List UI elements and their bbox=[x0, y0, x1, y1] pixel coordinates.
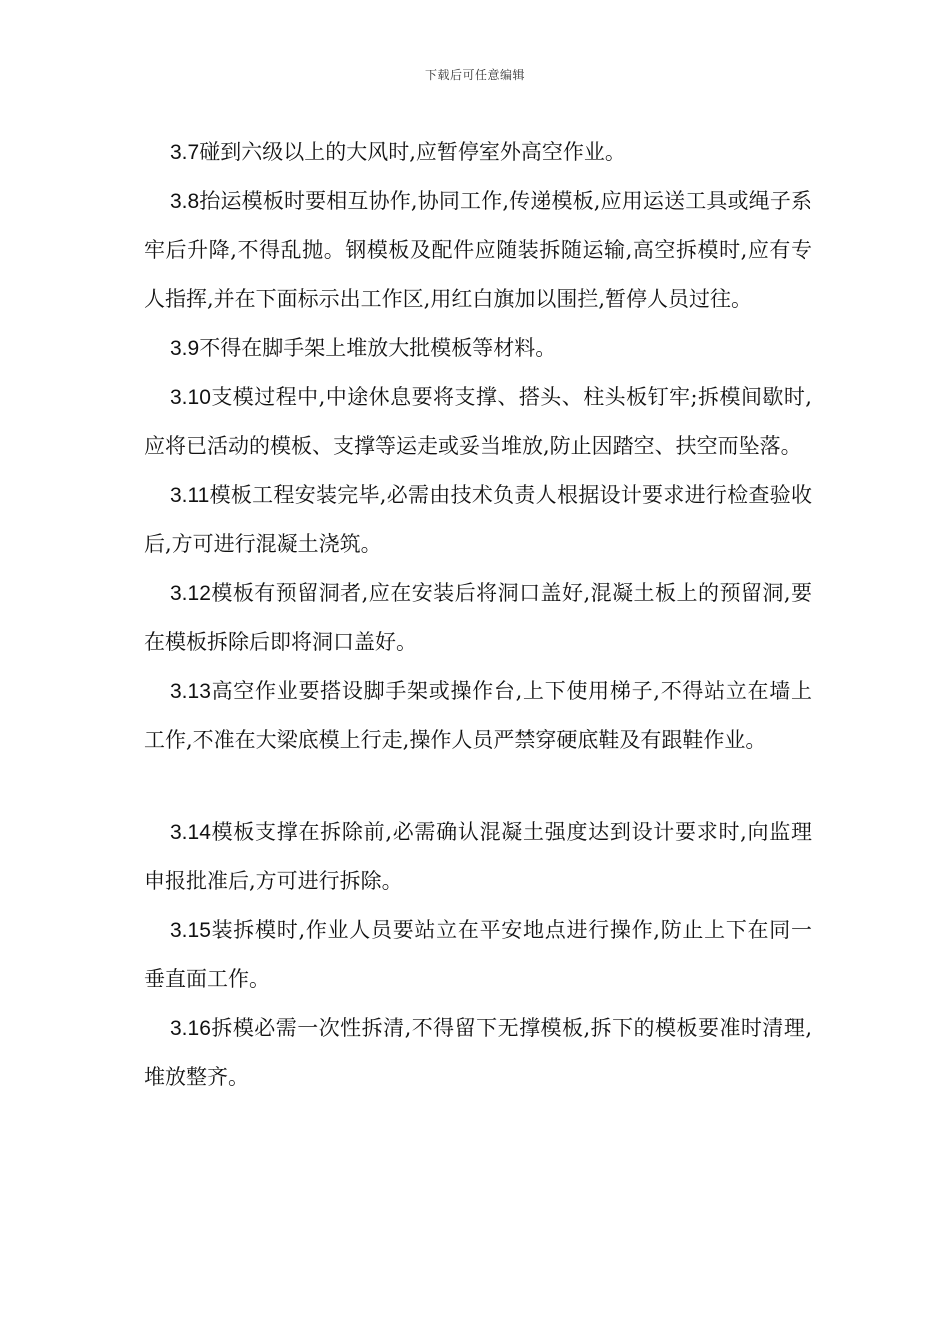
clause-text: 模板工程安装完毕,必需由技术负责人根据设计要求进行检查验收后,方可进行混凝土浇筑。 bbox=[144, 483, 812, 556]
clause-number: 3.15 bbox=[170, 919, 211, 942]
clause-text: 模板支撑在拆除前,必需确认混凝土强度达到设计要求时,向监理申报批准后,方可进行拆除。 bbox=[144, 820, 812, 893]
paragraph-3-15 bbox=[144, 906, 812, 1004]
header-note: 下载后可任意编辑 bbox=[424, 68, 525, 82]
clause-text: 高空作业要搭设脚手架或操作台,上下使用梯子,不得站立在墙上工作,不准在大梁底模上行走,操作人员严禁穿硬底鞋及有跟鞋作业。 bbox=[144, 679, 812, 752]
clause-number: 3.9 bbox=[170, 337, 200, 360]
paragraph-3-8 bbox=[144, 177, 812, 324]
paragraph-3-11 bbox=[144, 471, 812, 569]
clause-number: 3.12 bbox=[170, 582, 211, 605]
clause-text: 不得在脚手架上堆放大批模板等材料。 bbox=[199, 336, 557, 360]
paragraph-3-10 bbox=[144, 373, 812, 471]
clause-number: 3.14 bbox=[170, 821, 211, 844]
clause-number: 3.11 bbox=[170, 484, 210, 507]
clause-number: 3.16 bbox=[170, 1017, 211, 1040]
clause-text: 抬运模板时要相互协作,协同工作,传递模板,应用运送工具或绳子系牢后升降,不得乱抛。钢模板及配件应随装拆随运输,高空拆模时,应有专人指挥,并在下面标示出工作区,用红白旗加以围拦,暂停人员过往。 bbox=[144, 189, 812, 311]
clause-number: 3.8 bbox=[170, 190, 200, 213]
clause-text: 拆模必需一次性拆清,不得留下无撑模板,拆下的模板要准时清理,堆放整齐。 bbox=[144, 1016, 812, 1089]
paragraph-3-13 bbox=[144, 667, 812, 765]
clause-text: 模板有预留洞者,应在安装后将洞口盖好,混凝土板上的预留洞,要在模板拆除后即将洞口盖好。 bbox=[144, 581, 812, 654]
clause-number: 3.10 bbox=[170, 386, 211, 409]
clause-text: 装拆模时,作业人员要站立在平安地点进行操作,防止上下在同一垂直面工作。 bbox=[144, 918, 812, 991]
clause-text: 碰到六级以上的大风时,应暂停室外高空作业。 bbox=[199, 140, 626, 164]
paragraph-3-14 bbox=[144, 808, 812, 906]
clause-number: 3.7 bbox=[170, 141, 200, 164]
paragraph-3-16 bbox=[144, 1004, 812, 1102]
clause-text: 支模过程中,中途休息要将支撑、搭头、柱头板钉牢;拆模间歇时,应将已活动的模板、支撑等运走或妥当堆放,防止因踏空、扶空而坠落。 bbox=[144, 385, 812, 458]
paragraph-3-7 bbox=[144, 128, 812, 177]
document-body bbox=[144, 128, 812, 1102]
paragraph-3-12 bbox=[144, 569, 812, 667]
paragraph-3-9 bbox=[144, 324, 812, 373]
clause-number: 3.13 bbox=[170, 680, 211, 703]
